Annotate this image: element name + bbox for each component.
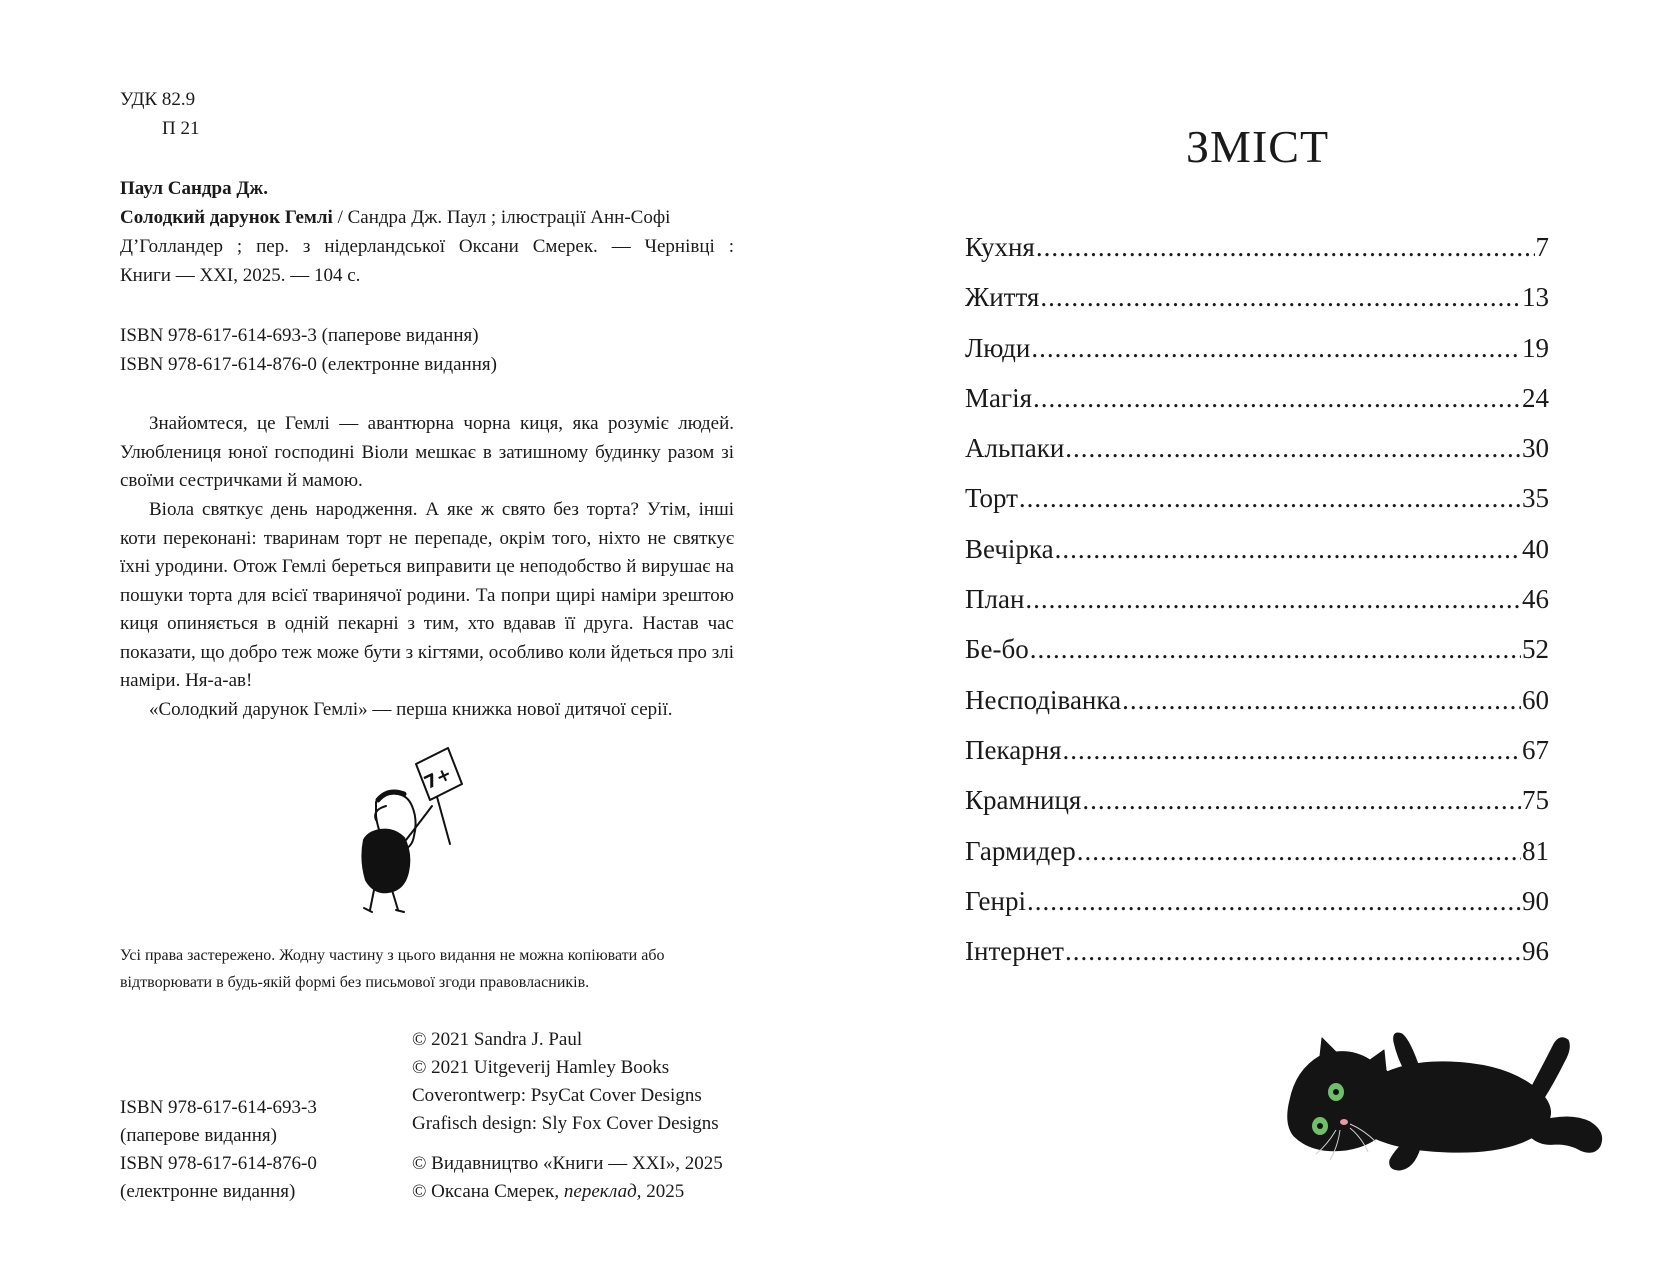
toc-entry[interactable] (965, 584, 1549, 634)
bbk-code: П 21 (162, 118, 200, 139)
isbn-block-line-1: ISBN 978-617-614-693-3 (120, 1097, 317, 1118)
toc-title: ЗМІСТ (1186, 121, 1330, 172)
toc-leader-dots (1055, 534, 1521, 565)
toc-leader-dots (1063, 735, 1521, 766)
toc-entry[interactable] (965, 735, 1549, 785)
copyright-author: © 2021 Sandra J. Paul (412, 1029, 583, 1050)
toc-page-number: 7 (1535, 232, 1549, 262)
copyright-translator: © Оксана Смерек, переклад, 2025 (412, 1181, 685, 1202)
isbn-block-line-3: ISBN 978-617-614-876-0 (120, 1153, 317, 1174)
toc-entry[interactable] (965, 232, 1549, 282)
toc-entry[interactable] (965, 634, 1549, 684)
toc-page-number: 90 (1522, 885, 1549, 916)
toc-entry[interactable] (965, 433, 1549, 483)
toc-leader-dots (1065, 936, 1521, 967)
toc-entry[interactable] (965, 685, 1549, 735)
toc-leader-dots (1077, 836, 1521, 867)
toc-chapter-name: Бе-бо (965, 634, 1029, 665)
author-heading: Паул Сандра Дж. (120, 178, 268, 199)
toc-page-number: 52 (1522, 634, 1549, 665)
toc-chapter-name: Вечірка (965, 533, 1054, 564)
toc-chapter-name: Гармидер (965, 835, 1076, 866)
black-cat-illustration (1270, 1030, 1610, 1180)
sheep-age-sign-illustration (358, 742, 468, 922)
toc-page-number: 75 (1522, 785, 1549, 816)
toc-chapter-name: Кухня (965, 232, 1035, 262)
toc-leader-dots (1065, 433, 1521, 464)
toc-entry[interactable] (965, 282, 1549, 332)
book-title: Солодкий дарунок Гемлі (120, 207, 333, 228)
toc-chapter-name: Альпаки (965, 433, 1065, 464)
toc-entry[interactable] (965, 936, 1549, 986)
toc-chapter-name: Несподіванка (965, 684, 1122, 715)
table-of-contents (965, 232, 1549, 986)
toc-leader-dots (1040, 282, 1521, 313)
toc-leader-dots (1031, 333, 1521, 364)
annotation-paragraph-3: «Солодкий дарунок Гемлі» — перша книжка нової дитячої серії. (149, 699, 673, 720)
toc-page-number: 96 (1522, 936, 1549, 967)
toc-chapter-name: Торт (965, 483, 1018, 514)
isbn-print: ISBN 978-617-614-693-3 (паперове видання) (120, 325, 479, 346)
toc-page-number: 60 (1522, 684, 1549, 715)
toc-entry[interactable] (965, 836, 1549, 886)
toc-page-number: 81 (1522, 835, 1549, 866)
toc-chapter-name: Крамниця (965, 785, 1082, 816)
rights-notice: Усі права застережено. Жодну частину з цього видання не можна копіювати або відтворювати в будь-якій формі без письмової згоди правовласників. (120, 947, 665, 991)
toc-page-number: 19 (1522, 332, 1549, 363)
toc-page-number: 24 (1522, 382, 1549, 413)
toc-chapter-name: Інтернет (965, 936, 1064, 967)
toc-page-number: 30 (1522, 433, 1549, 464)
graphic-design-credit: Grafisch design: Sly Fox Cover Designs (412, 1113, 719, 1134)
annotation-paragraph-1: Знайомтеся, це Гемлі — авантюрна чорна киця, яка розуміє людей. Улюблениця юної господині Віоли мешкає в затишному будинку разом зі своїми сестричками й мамою. (120, 413, 734, 491)
toc-entry[interactable] (965, 383, 1549, 433)
toc-leader-dots (1082, 785, 1521, 816)
cat-nose (1340, 1119, 1348, 1125)
toc-entry[interactable] (965, 785, 1549, 835)
biblio-line-1-rest: / Сандра Дж. Паул ; ілюстрації Анн-Софі (332, 207, 671, 228)
toc-chapter-name: Генрі (965, 885, 1026, 916)
copyright-original-publisher: © 2021 Uitgeverij Hamley Books (412, 1057, 670, 1078)
toc-leader-dots (1036, 232, 1535, 263)
copyright-publisher: © Видавництво «Книги — ХХІ», 2025 (412, 1153, 723, 1174)
toc-leader-dots (1019, 483, 1521, 514)
toc-page-number: 40 (1522, 533, 1549, 564)
toc-chapter-name: Магія (965, 382, 1032, 413)
toc-page-number: 13 (1522, 282, 1549, 313)
cover-design-credit: Coverontwerp: PsyCat Cover Designs (412, 1085, 702, 1106)
toc-page-number: 35 (1522, 483, 1549, 514)
toc-chapter-name: Люди (965, 332, 1031, 363)
biblio-line-1 (120, 204, 670, 231)
udk-code: УДК 82.9 (120, 89, 196, 110)
toc-entry[interactable] (965, 483, 1549, 533)
cat-tail (1532, 1117, 1602, 1152)
toc-leader-dots (1122, 685, 1521, 716)
toc-leader-dots (1033, 383, 1521, 414)
annotation-paragraph-2: Віола святкує день народження. А яке ж свято без торта? Утім, інші коти переконані: тваринам торт не перепаде, окрім того, ніхто не святкує їхні уродини. Отож Гемлі береться виправити це неподобство й вирушає на пошуки торта для всієї тваринячої родини. Та попри щирі наміри зрештою киця опиняється в одній пекарні з тим, хто вдавав її друга. Настав час показати, що добро теж може бути з кігтями, особливо коли йдеться про злі наміри. Ня-а-ав! (120, 499, 734, 691)
toc-leader-dots (1027, 886, 1521, 917)
toc-page-number: 67 (1522, 734, 1549, 765)
isbn-electronic: ISBN 978-617-614-876-0 (електронне видання) (120, 354, 497, 375)
isbn-block-line-2: (паперове видання) (120, 1125, 277, 1146)
toc-chapter-name: Життя (965, 282, 1040, 313)
toc-entry[interactable] (965, 534, 1549, 584)
toc-entry[interactable] (965, 886, 1549, 936)
toc-page-number: 46 (1522, 584, 1549, 615)
biblio-line-2: Д’Голландер ; пер. з нідерландської Оксани Смерек. — Чернівці : (120, 236, 734, 257)
isbn-block-line-4: (електронне видання) (120, 1181, 296, 1202)
toc-chapter-name: План (965, 584, 1025, 615)
toc-chapter-name: Пекарня (965, 734, 1062, 765)
toc-entry[interactable] (965, 333, 1549, 383)
biblio-line-3: Книги — ХХІ, 2025. — 104 с. (120, 265, 361, 286)
toc-leader-dots (1025, 584, 1521, 615)
age-sign-label: 7+ (421, 763, 455, 794)
toc-leader-dots (1030, 634, 1521, 665)
